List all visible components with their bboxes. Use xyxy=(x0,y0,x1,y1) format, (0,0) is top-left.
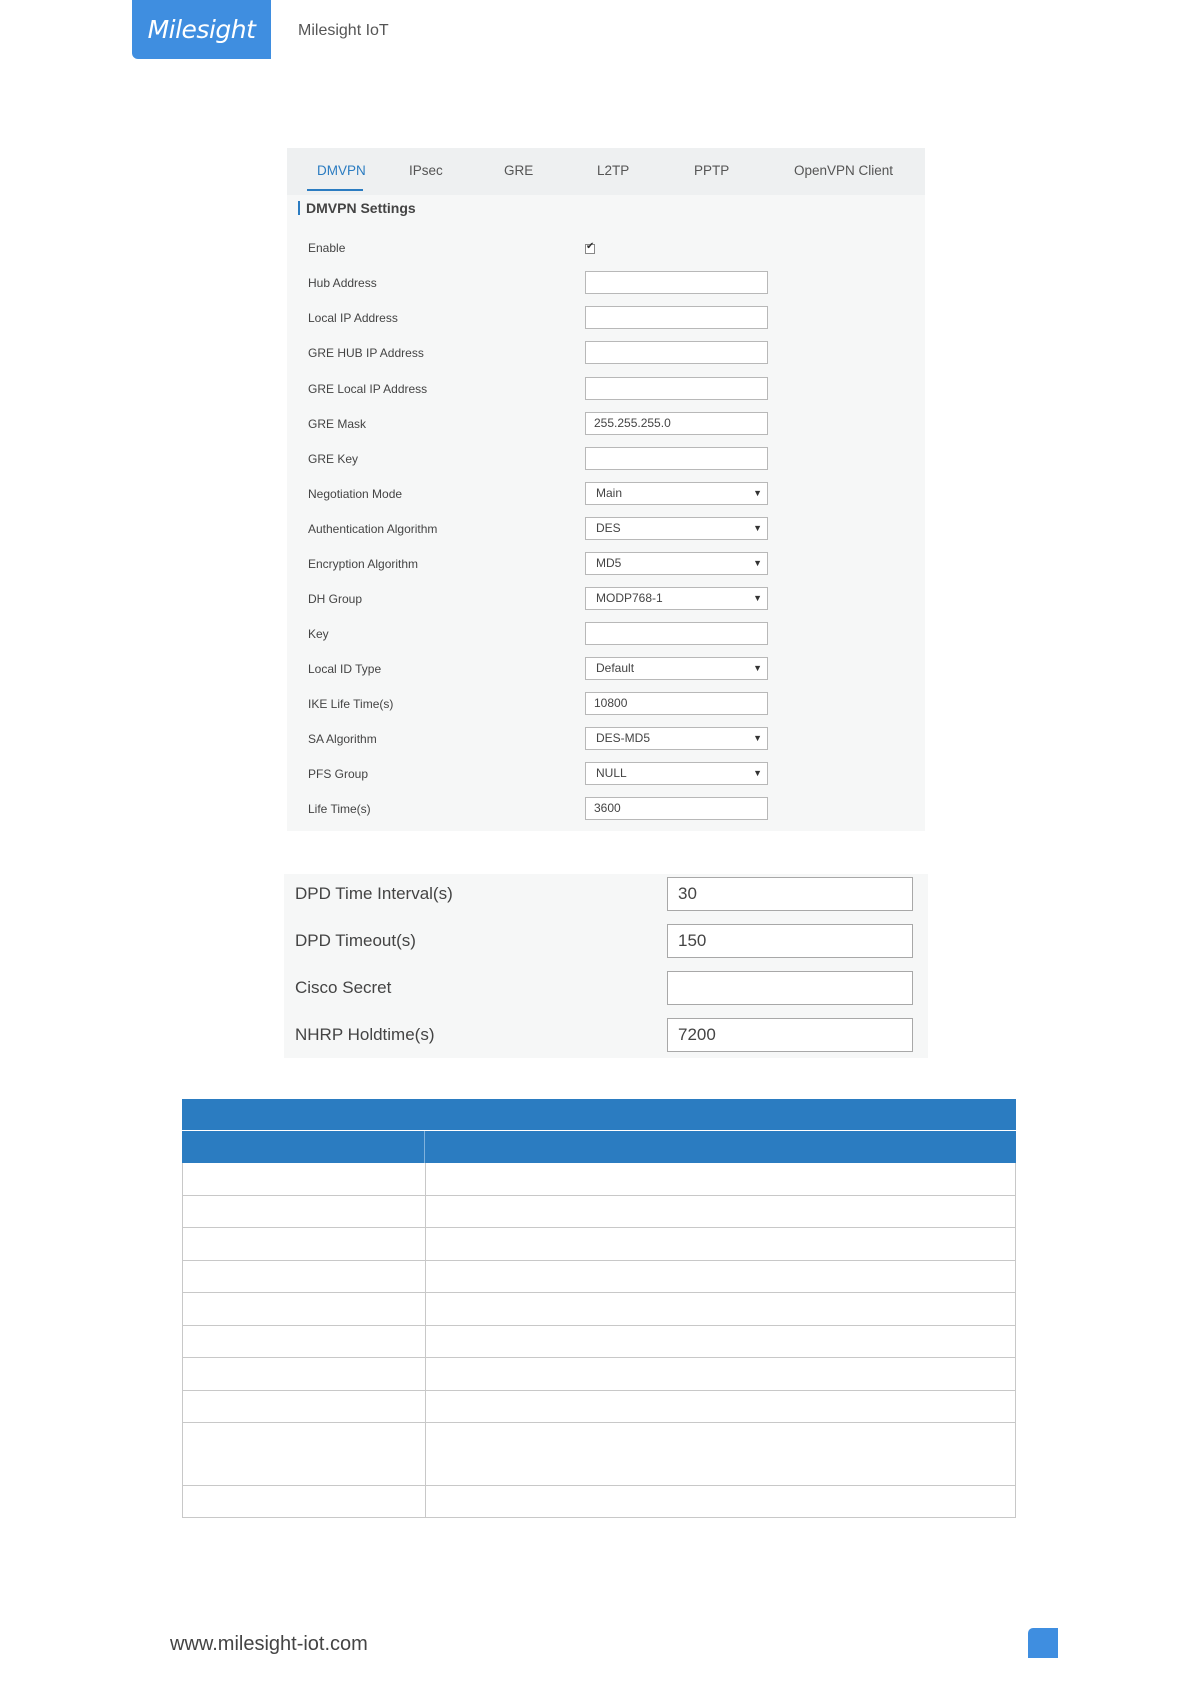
dpd-panel xyxy=(284,874,928,1058)
sa-algorithm-label: SA Algorithm xyxy=(308,732,377,746)
auth-algorithm-select[interactable] xyxy=(585,517,768,540)
gre-local-ip-field[interactable] xyxy=(585,377,768,400)
local-ip-field[interactable] xyxy=(585,306,768,329)
table-row xyxy=(182,1196,1016,1228)
gre-key-field[interactable] xyxy=(585,447,768,470)
table-row xyxy=(182,1326,1016,1358)
active-tab-indicator xyxy=(307,189,363,191)
encryption-algorithm-label: Encryption Algorithm xyxy=(308,557,419,571)
tab-pptp[interactable]: PPTP xyxy=(694,163,730,178)
enable-label: Enable xyxy=(308,241,346,255)
gre-local-ip-label: GRE Local IP Address xyxy=(308,382,428,396)
encryption-algorithm-select[interactable] xyxy=(585,552,768,575)
dropdown-arrow-icon: ▼ xyxy=(753,488,762,498)
nhrp-holdtime-label: NHRP Holdtime(s) xyxy=(295,1025,435,1044)
gre-mask-label: GRE Mask xyxy=(308,417,367,431)
section-title: DMVPN Settings xyxy=(298,201,416,215)
footer-url[interactable]: www.milesight-iot.com xyxy=(170,1633,368,1655)
check-icon: ✔ xyxy=(586,241,595,252)
local-id-type-value: Default xyxy=(596,661,635,675)
tab-gre[interactable]: GRE xyxy=(504,163,534,178)
table-row xyxy=(182,1391,1016,1423)
table-row xyxy=(182,1358,1016,1391)
table-row xyxy=(182,1228,1016,1261)
dh-group-select[interactable] xyxy=(585,587,768,610)
dpd-timeout-label: DPD Timeout(s) xyxy=(295,931,416,950)
column-divider xyxy=(425,1358,426,1390)
table-row xyxy=(182,1163,1016,1196)
encryption-algorithm-value: MD5 xyxy=(596,556,622,570)
dropdown-arrow-icon: ▼ xyxy=(753,523,762,533)
tab-l2tp[interactable]: L2TP xyxy=(597,163,630,178)
dh-group-value: MODP768-1 xyxy=(596,591,663,605)
page-number-badge xyxy=(1028,1628,1058,1658)
parameter-table xyxy=(182,1163,1016,1518)
table-row xyxy=(182,1486,1016,1518)
lifetime-field[interactable]: 3600 xyxy=(585,797,768,820)
column-divider xyxy=(425,1326,426,1357)
table-header-row xyxy=(182,1131,1016,1163)
brand-logo xyxy=(132,0,271,59)
hub-address-label: Hub Address xyxy=(308,276,377,290)
tab-openvpn-client[interactable]: OpenVPN Client xyxy=(794,163,894,178)
auth-algorithm-value: DES xyxy=(596,521,621,535)
dmvpn-panel xyxy=(287,148,925,831)
cisco-secret-label: Cisco Secret xyxy=(295,978,392,997)
gre-hub-ip-label: GRE HUB IP Address xyxy=(308,346,424,360)
dropdown-arrow-icon: ▼ xyxy=(753,593,762,603)
column-divider xyxy=(425,1163,426,1195)
nhrp-holdtime-field[interactable]: 7200 xyxy=(667,1018,913,1052)
cisco-secret-field[interactable] xyxy=(667,971,913,1005)
auth-algorithm-label: Authentication Algorithm xyxy=(308,522,438,536)
dpd-interval-field[interactable]: 30 xyxy=(667,877,913,911)
table-row xyxy=(182,1423,1016,1486)
header-title: Milesight IoT xyxy=(298,22,389,39)
column-divider xyxy=(425,1196,426,1227)
ike-lifetime-field[interactable]: 10800 xyxy=(585,692,768,715)
column-divider xyxy=(425,1261,426,1292)
column-divider xyxy=(425,1293,426,1325)
enable-checkbox[interactable] xyxy=(585,241,595,254)
local-ip-label: Local IP Address xyxy=(308,311,398,325)
dropdown-arrow-icon: ▼ xyxy=(753,558,762,568)
dropdown-arrow-icon: ▼ xyxy=(753,663,762,673)
key-field[interactable] xyxy=(585,622,768,645)
column-divider xyxy=(425,1423,426,1485)
lifetime-label: Life Time(s) xyxy=(308,802,371,816)
ike-lifetime-label: IKE Life Time(s) xyxy=(308,697,394,711)
negotiation-mode-select[interactable] xyxy=(585,482,768,505)
sa-algorithm-select[interactable] xyxy=(585,727,768,750)
dpd-interval-label: DPD Time Interval(s) xyxy=(295,884,453,903)
local-id-type-label: Local ID Type xyxy=(308,662,382,676)
local-id-type-select[interactable] xyxy=(585,657,768,680)
pfs-group-select[interactable] xyxy=(585,762,768,785)
dh-group-label: DH Group xyxy=(308,592,363,606)
dropdown-arrow-icon: ▼ xyxy=(753,733,762,743)
pfs-group-value: NULL xyxy=(596,766,627,780)
sa-algorithm-value: DES-MD5 xyxy=(596,731,651,745)
column-divider xyxy=(425,1228,426,1260)
negotiation-mode-label: Negotiation Mode xyxy=(308,487,403,501)
table-title-bar xyxy=(182,1099,1016,1130)
dpd-timeout-field[interactable]: 150 xyxy=(667,924,913,958)
gre-key-label: GRE Key xyxy=(308,452,359,466)
column-divider xyxy=(425,1391,426,1422)
gre-hub-ip-field[interactable] xyxy=(585,341,768,364)
table-row xyxy=(182,1293,1016,1326)
key-label: Key xyxy=(308,627,329,641)
gre-mask-field[interactable]: 255.255.255.0 xyxy=(585,412,768,435)
table-row xyxy=(182,1261,1016,1293)
negotiation-mode-value: Main xyxy=(596,486,623,500)
logo-text: Milesight xyxy=(147,15,256,44)
column-divider xyxy=(425,1486,426,1517)
pfs-group-label: PFS Group xyxy=(308,767,369,781)
column-divider xyxy=(424,1131,425,1163)
tab-bar xyxy=(287,148,925,195)
tab-ipsec[interactable]: IPsec xyxy=(409,163,443,178)
dropdown-arrow-icon: ▼ xyxy=(753,768,762,778)
tab-dmvpn[interactable]: DMVPN xyxy=(317,163,366,178)
hub-address-field[interactable] xyxy=(585,271,768,294)
